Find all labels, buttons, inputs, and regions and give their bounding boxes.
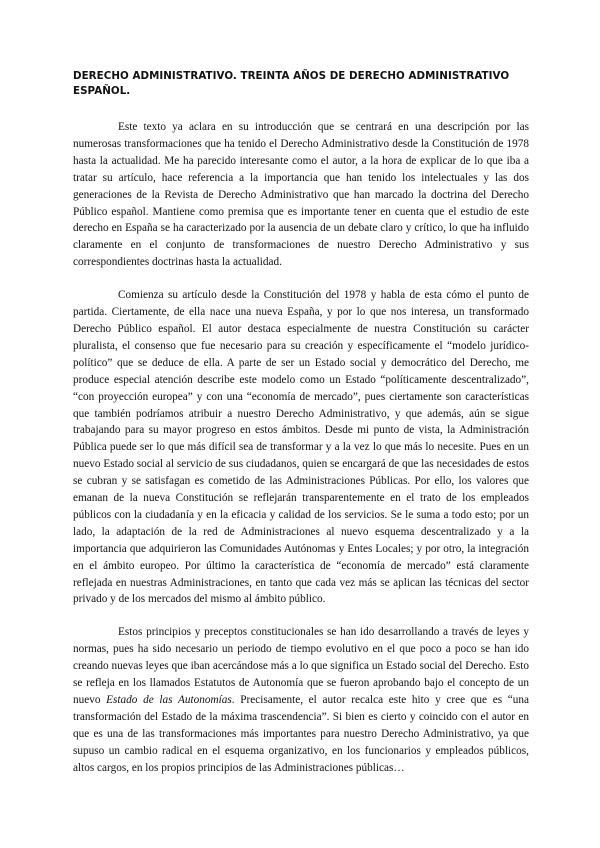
paragraph-autonomias: [73, 624, 529, 776]
document-body: [73, 69, 529, 793]
document-title: DERECHO ADMINISTRATIVO. TREINTA AÑOS DE DERECHO ADMINISTRATIVO ESPAÑOL.: [73, 70, 510, 97]
paragraph-introduccion: Este texto ya aclara en su introducción que se centrará en una descripción por las numerosas transformaciones que ha tenido el Derecho Administrativo desde la Constitución de 1978 hasta la actualidad. Me ha parecido interesante como el autor, a la hora de explicar de lo que iba a tratar su artículo, hace referencia a la importancia que han tenido los intelectuales y las dos generaciones de la Revista de Derecho Administrativo que han marcado la doctrina del Derecho Público español. Mantiene como premisa que es importante tener en cuenta que el estudio de este derecho en España se ha caracterizado por la ausencia de un debate claro y crítico, lo que ha influido claramente en el conjunto de transformaciones de nuestro Derecho Administrativo y sus correspondientes doctrinas hasta la actualidad.: [73, 121, 529, 269]
paragraph-autonomias-italic-term: Estado de las Autonomías: [106, 694, 232, 706]
paragraph-autonomias-text-after: . Precisamente, el autor recalca este hito y cree que es “una transformación del Estado de la máxima trascendencia”. Si bien es cierto y coincido con el autor en que es una de las transformaciones más importantes para nuestro Derecho Administrativo, ya que supuso un cambio radical en el esquema organizativo, en los funcionarios y empleados públicos, altos cargos, en los propios principios de las Administraciones públicas…: [73, 694, 529, 774]
paragraph-autonomias-text-before: Estos principios y preceptos constitucionales se han ido desarrollando a través de leyes y normas, pues ha sido necesario un periodo de tiempo evolutivo en el que poco a poco se han ido creando nuevas leyes que iban acercándose más a lo que significa un Estado social del Derecho. Esto se refleja en los llamados Estatutos de Autonomía que se fueron aprobando bajo el concepto de un nuevo: [73, 626, 529, 706]
paragraph-constitucion: Comienza su artículo desde la Constitución del 1978 y habla de esta cómo el punto de partida. Ciertamente, de ella nace una nueva España, y por lo que nos interesa, un transformado Derecho Público español. El autor destaca especialmente de nuestra Constitución su carácter pluralista, el consenso que fue necesario para su creación y específicamente el “modelo jurídico-político” que se deduce de ella. A parte de ser un Estado social y democrático del Derecho, me produce especial atención describe este modelo como un Estado “políticamente descentralizado”, “con proyección europea” y con una “economía de mercado”, pues ciertamente son características que también podríamos atribuir a nuestro Derecho Administrativo, y que además, aún se sigue trabajando para su mayor progreso en estos ámbitos. Desde mi punto de vista, la Administración Pública puede ser lo que más difícil sea de transformar y a la vez lo que más lo necesite. Pues en un nuevo Estado social al servicio de sus ciudadanos, quien se encargará de que las necesidades de estos se cubran y se satisfagan es cometido de las Administraciones Públicas. Por ello, los valores que emanan de la nueva Constitución se reflejarán transparentemente en el trato de los empleados públicos con la ciudadanía y en la eficacia y calidad de los servicios. Se le suma a todo esto; por un lado, la adaptación de la red de Administraciones al nuevo esquema descentralizado y a la importancia que adquirieron las Comunidades Autónomas y Entes Locales; y por otro, la integración en el ámbito europeo. Por último la característica de “economía de mercado” está claramente reflejada en nuestras Administraciones, en tanto que cada vez más se aplican las técnicas del sector privado y de los mercados del mismo al ámbito público.: [73, 289, 529, 606]
